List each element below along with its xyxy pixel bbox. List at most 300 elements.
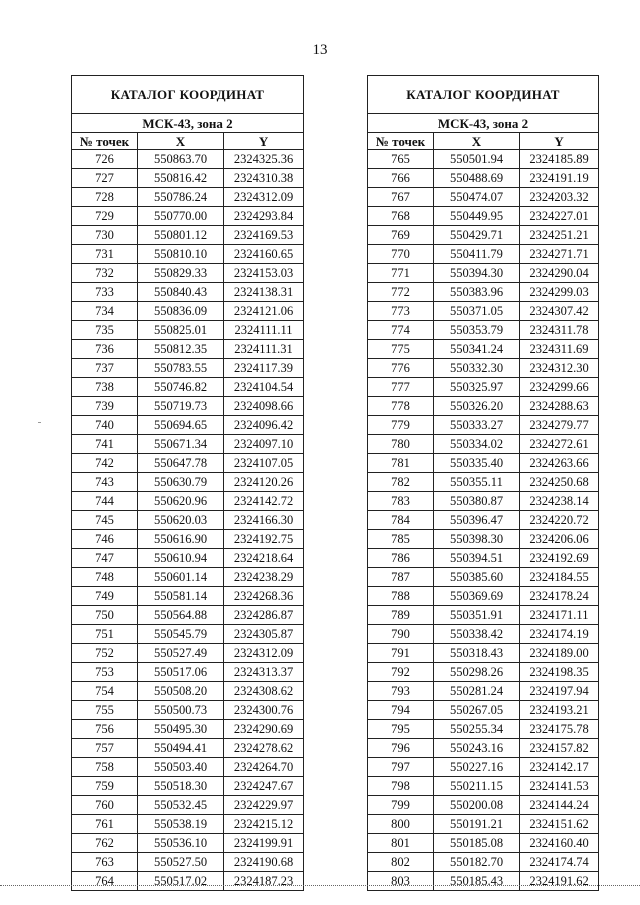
point-number-cell: 741	[72, 435, 138, 454]
table-row	[72, 321, 304, 340]
x-coordinate-cell: 550335.40	[434, 454, 520, 473]
x-coordinate-cell: 550200.08	[434, 796, 520, 815]
point-number-cell: 750	[72, 606, 138, 625]
table-row	[368, 435, 599, 454]
point-number-cell: 748	[72, 568, 138, 587]
point-number-cell: 766	[368, 169, 434, 188]
y-coordinate-cell: 2324191.19	[520, 169, 599, 188]
table-row	[72, 834, 304, 853]
x-coordinate-cell: 550620.03	[138, 511, 224, 530]
y-coordinate-cell: 2324171.11	[520, 606, 599, 625]
y-coordinate-cell: 2324293.84	[224, 207, 304, 226]
point-number-cell: 749	[72, 587, 138, 606]
y-coordinate-cell: 2324141.53	[520, 777, 599, 796]
point-number-cell: 769	[368, 226, 434, 245]
y-coordinate-cell: 2324286.87	[224, 606, 304, 625]
point-number-cell: 785	[368, 530, 434, 549]
point-number-cell: 795	[368, 720, 434, 739]
point-number-cell: 744	[72, 492, 138, 511]
x-coordinate-cell: 550325.97	[434, 378, 520, 397]
x-coordinate-cell: 550243.16	[434, 739, 520, 758]
table-row	[72, 416, 304, 435]
column-header-y: Y	[520, 133, 599, 150]
point-number-cell: 781	[368, 454, 434, 473]
point-number-cell: 770	[368, 245, 434, 264]
y-coordinate-cell: 2324169.53	[224, 226, 304, 245]
table-row	[368, 834, 599, 853]
table-row	[368, 777, 599, 796]
table-row	[368, 207, 599, 226]
y-coordinate-cell: 2324187.23	[224, 872, 304, 891]
x-coordinate-cell: 550449.95	[434, 207, 520, 226]
table-row	[72, 720, 304, 739]
catalog-title: КАТАЛОГ КООРДИНАТ	[368, 76, 599, 114]
y-coordinate-cell: 2324097.10	[224, 435, 304, 454]
y-coordinate-cell: 2324153.03	[224, 264, 304, 283]
x-coordinate-cell: 550532.45	[138, 796, 224, 815]
y-coordinate-cell: 2324203.32	[520, 188, 599, 207]
point-number-cell: 742	[72, 454, 138, 473]
x-coordinate-cell: 550647.78	[138, 454, 224, 473]
point-number-cell: 733	[72, 283, 138, 302]
x-coordinate-cell: 550326.20	[434, 397, 520, 416]
x-coordinate-cell: 550338.42	[434, 625, 520, 644]
y-coordinate-cell: 2324178.24	[520, 587, 599, 606]
x-coordinate-cell: 550620.96	[138, 492, 224, 511]
x-coordinate-cell: 550863.70	[138, 150, 224, 169]
table-row	[368, 511, 599, 530]
x-coordinate-cell: 550616.90	[138, 530, 224, 549]
y-coordinate-cell: 2324166.30	[224, 511, 304, 530]
point-number-cell: 732	[72, 264, 138, 283]
point-number-cell: 788	[368, 587, 434, 606]
table-row	[368, 378, 599, 397]
y-coordinate-cell: 2324238.29	[224, 568, 304, 587]
point-number-cell: 767	[368, 188, 434, 207]
table-row	[72, 568, 304, 587]
table-row	[368, 492, 599, 511]
table-row	[72, 739, 304, 758]
x-coordinate-cell: 550495.30	[138, 720, 224, 739]
point-number-cell: 776	[368, 359, 434, 378]
table-row	[72, 511, 304, 530]
y-coordinate-cell: 2324198.35	[520, 663, 599, 682]
point-number-cell: 753	[72, 663, 138, 682]
y-coordinate-cell: 2324120.26	[224, 473, 304, 492]
x-coordinate-cell: 550719.73	[138, 397, 224, 416]
table-row	[368, 682, 599, 701]
y-coordinate-cell: 2324142.17	[520, 758, 599, 777]
table-row	[72, 701, 304, 720]
x-coordinate-cell: 550411.79	[434, 245, 520, 264]
x-coordinate-cell: 550351.91	[434, 606, 520, 625]
y-coordinate-cell: 2324121.06	[224, 302, 304, 321]
point-number-cell: 800	[368, 815, 434, 834]
x-coordinate-cell: 550810.10	[138, 245, 224, 264]
x-coordinate-cell: 550503.40	[138, 758, 224, 777]
table-row	[368, 606, 599, 625]
y-coordinate-cell: 2324278.62	[224, 739, 304, 758]
x-coordinate-cell: 550380.87	[434, 492, 520, 511]
table-row	[72, 435, 304, 454]
y-coordinate-cell: 2324192.69	[520, 549, 599, 568]
y-coordinate-cell: 2324290.04	[520, 264, 599, 283]
point-number-cell: 764	[72, 872, 138, 891]
y-coordinate-cell: 2324227.01	[520, 207, 599, 226]
x-coordinate-cell: 550746.82	[138, 378, 224, 397]
point-number-cell: 801	[368, 834, 434, 853]
y-coordinate-cell: 2324111.11	[224, 321, 304, 340]
point-number-cell: 779	[368, 416, 434, 435]
x-coordinate-cell: 550255.34	[434, 720, 520, 739]
x-coordinate-cell: 550298.26	[434, 663, 520, 682]
point-number-cell: 735	[72, 321, 138, 340]
y-coordinate-cell: 2324174.19	[520, 625, 599, 644]
table-row	[72, 397, 304, 416]
x-coordinate-cell: 550318.43	[434, 644, 520, 663]
table-row	[368, 169, 599, 188]
y-coordinate-cell: 2324300.76	[224, 701, 304, 720]
point-number-cell: 768	[368, 207, 434, 226]
table-row	[368, 264, 599, 283]
y-coordinate-cell: 2324229.97	[224, 796, 304, 815]
point-number-cell: 752	[72, 644, 138, 663]
x-coordinate-cell: 550494.41	[138, 739, 224, 758]
x-coordinate-cell: 550182.70	[434, 853, 520, 872]
table-row	[72, 549, 304, 568]
x-coordinate-cell: 550385.60	[434, 568, 520, 587]
table-row	[72, 777, 304, 796]
x-coordinate-cell: 550581.14	[138, 587, 224, 606]
table-row	[368, 568, 599, 587]
x-coordinate-cell: 550783.55	[138, 359, 224, 378]
y-coordinate-cell: 2324305.87	[224, 625, 304, 644]
table-row	[368, 739, 599, 758]
y-coordinate-cell: 2324263.66	[520, 454, 599, 473]
x-coordinate-cell: 550812.35	[138, 340, 224, 359]
point-number-cell: 777	[368, 378, 434, 397]
y-coordinate-cell: 2324312.09	[224, 188, 304, 207]
point-number-cell: 756	[72, 720, 138, 739]
table-row	[368, 815, 599, 834]
column-header-point-number: № точек	[72, 133, 138, 150]
table-row	[368, 245, 599, 264]
point-number-cell: 730	[72, 226, 138, 245]
point-number-cell: 729	[72, 207, 138, 226]
table-row	[72, 359, 304, 378]
point-number-cell: 784	[368, 511, 434, 530]
coordinate-catalog-table-left	[71, 75, 304, 891]
y-coordinate-cell: 2324247.67	[224, 777, 304, 796]
y-coordinate-cell: 2324290.69	[224, 720, 304, 739]
y-coordinate-cell: 2324197.94	[520, 682, 599, 701]
y-coordinate-cell: 2324111.31	[224, 340, 304, 359]
y-coordinate-cell: 2324191.62	[520, 872, 599, 891]
x-coordinate-cell: 550601.14	[138, 568, 224, 587]
x-coordinate-cell: 550770.00	[138, 207, 224, 226]
table-row	[72, 625, 304, 644]
y-coordinate-cell: 2324190.68	[224, 853, 304, 872]
point-number-cell: 763	[72, 853, 138, 872]
coordinate-catalog-table-right	[367, 75, 599, 891]
x-coordinate-cell: 550527.49	[138, 644, 224, 663]
table-row	[72, 454, 304, 473]
table-row	[368, 796, 599, 815]
table-row	[72, 169, 304, 188]
y-coordinate-cell: 2324151.62	[520, 815, 599, 834]
y-coordinate-cell: 2324238.14	[520, 492, 599, 511]
x-coordinate-cell: 550517.02	[138, 872, 224, 891]
y-coordinate-cell: 2324279.77	[520, 416, 599, 435]
table-row	[368, 663, 599, 682]
point-number-cell: 771	[368, 264, 434, 283]
y-coordinate-cell: 2324117.39	[224, 359, 304, 378]
x-coordinate-cell: 550836.09	[138, 302, 224, 321]
column-header-point-number: № точек	[368, 133, 434, 150]
x-coordinate-cell: 550333.27	[434, 416, 520, 435]
y-coordinate-cell: 2324313.37	[224, 663, 304, 682]
table-row	[368, 720, 599, 739]
point-number-cell: 792	[368, 663, 434, 682]
table-row	[72, 682, 304, 701]
table-row	[72, 283, 304, 302]
x-coordinate-cell: 550369.69	[434, 587, 520, 606]
x-coordinate-cell: 550840.43	[138, 283, 224, 302]
x-coordinate-cell: 550500.73	[138, 701, 224, 720]
y-coordinate-cell: 2324215.12	[224, 815, 304, 834]
point-number-cell: 803	[368, 872, 434, 891]
x-coordinate-cell: 550227.16	[434, 758, 520, 777]
x-coordinate-cell: 550353.79	[434, 321, 520, 340]
table-row	[368, 872, 599, 891]
table-row	[72, 207, 304, 226]
point-number-cell: 789	[368, 606, 434, 625]
point-number-cell: 791	[368, 644, 434, 663]
y-coordinate-cell: 2324193.21	[520, 701, 599, 720]
point-number-cell: 746	[72, 530, 138, 549]
margin-mark	[38, 422, 41, 423]
x-coordinate-cell: 550694.65	[138, 416, 224, 435]
y-coordinate-cell: 2324272.61	[520, 435, 599, 454]
y-coordinate-cell: 2324250.68	[520, 473, 599, 492]
point-number-cell: 726	[72, 150, 138, 169]
point-number-cell: 778	[368, 397, 434, 416]
point-number-cell: 737	[72, 359, 138, 378]
x-coordinate-cell: 550267.05	[434, 701, 520, 720]
y-coordinate-cell: 2324185.89	[520, 150, 599, 169]
table-row	[72, 530, 304, 549]
y-coordinate-cell: 2324144.24	[520, 796, 599, 815]
point-number-cell: 786	[368, 549, 434, 568]
x-coordinate-cell: 550394.51	[434, 549, 520, 568]
x-coordinate-cell: 550610.94	[138, 549, 224, 568]
table-row	[368, 188, 599, 207]
y-coordinate-cell: 2324107.05	[224, 454, 304, 473]
table-row	[72, 150, 304, 169]
point-number-cell: 780	[368, 435, 434, 454]
table-row	[72, 872, 304, 891]
x-coordinate-cell: 550341.24	[434, 340, 520, 359]
point-number-cell: 760	[72, 796, 138, 815]
point-number-cell: 734	[72, 302, 138, 321]
point-number-cell: 758	[72, 758, 138, 777]
point-number-cell: 757	[72, 739, 138, 758]
column-header-y: Y	[224, 133, 304, 150]
table-row	[72, 853, 304, 872]
column-header-x: X	[434, 133, 520, 150]
x-coordinate-cell: 550281.24	[434, 682, 520, 701]
table-row	[72, 340, 304, 359]
point-number-cell: 775	[368, 340, 434, 359]
y-coordinate-cell: 2324299.03	[520, 283, 599, 302]
y-coordinate-cell: 2324184.55	[520, 568, 599, 587]
y-coordinate-cell: 2324174.74	[520, 853, 599, 872]
table-row	[72, 492, 304, 511]
table-row	[72, 796, 304, 815]
x-coordinate-cell: 550332.30	[434, 359, 520, 378]
x-coordinate-cell: 550518.30	[138, 777, 224, 796]
point-number-cell: 774	[368, 321, 434, 340]
point-number-cell: 765	[368, 150, 434, 169]
x-coordinate-cell: 550211.15	[434, 777, 520, 796]
point-number-cell: 782	[368, 473, 434, 492]
y-coordinate-cell: 2324157.82	[520, 739, 599, 758]
x-coordinate-cell: 550825.01	[138, 321, 224, 340]
x-coordinate-cell: 550429.71	[434, 226, 520, 245]
table-row	[72, 188, 304, 207]
point-number-cell: 773	[368, 302, 434, 321]
column-header-x: X	[138, 133, 224, 150]
table-row	[72, 644, 304, 663]
table-row	[72, 245, 304, 264]
y-coordinate-cell: 2324251.21	[520, 226, 599, 245]
y-coordinate-cell: 2324288.63	[520, 397, 599, 416]
table-row	[368, 359, 599, 378]
table-row	[368, 758, 599, 777]
table-row	[368, 150, 599, 169]
x-coordinate-cell: 550191.21	[434, 815, 520, 834]
table-row	[72, 758, 304, 777]
page-number: 13	[312, 42, 328, 58]
point-number-cell: 794	[368, 701, 434, 720]
point-number-cell: 797	[368, 758, 434, 777]
y-coordinate-cell: 2324220.72	[520, 511, 599, 530]
y-coordinate-cell: 2324104.54	[224, 378, 304, 397]
point-number-cell: 743	[72, 473, 138, 492]
point-number-cell: 798	[368, 777, 434, 796]
table-row	[72, 378, 304, 397]
table-row	[72, 226, 304, 245]
table-row	[368, 416, 599, 435]
table-row	[368, 340, 599, 359]
point-number-cell: 793	[368, 682, 434, 701]
catalog-title: КАТАЛОГ КООРДИНАТ	[72, 76, 304, 114]
y-coordinate-cell: 2324096.42	[224, 416, 304, 435]
table-row	[72, 815, 304, 834]
table-row	[72, 606, 304, 625]
y-coordinate-cell: 2324271.71	[520, 245, 599, 264]
x-coordinate-cell: 550508.20	[138, 682, 224, 701]
point-number-cell: 802	[368, 853, 434, 872]
table-row	[368, 397, 599, 416]
x-coordinate-cell: 550517.06	[138, 663, 224, 682]
table-row	[72, 663, 304, 682]
y-coordinate-cell: 2324264.70	[224, 758, 304, 777]
table-row	[72, 264, 304, 283]
y-coordinate-cell: 2324098.66	[224, 397, 304, 416]
point-number-cell: 755	[72, 701, 138, 720]
x-coordinate-cell: 550538.19	[138, 815, 224, 834]
table-row	[368, 530, 599, 549]
table-row	[368, 454, 599, 473]
y-coordinate-cell: 2324325.36	[224, 150, 304, 169]
x-coordinate-cell: 550394.30	[434, 264, 520, 283]
y-coordinate-cell: 2324311.69	[520, 340, 599, 359]
point-number-cell: 731	[72, 245, 138, 264]
point-number-cell: 762	[72, 834, 138, 853]
point-number-cell: 745	[72, 511, 138, 530]
point-number-cell: 790	[368, 625, 434, 644]
x-coordinate-cell: 550816.42	[138, 169, 224, 188]
point-number-cell: 727	[72, 169, 138, 188]
y-coordinate-cell: 2324192.75	[224, 530, 304, 549]
x-coordinate-cell: 550630.79	[138, 473, 224, 492]
y-coordinate-cell: 2324160.40	[520, 834, 599, 853]
y-coordinate-cell: 2324218.64	[224, 549, 304, 568]
x-coordinate-cell: 550383.96	[434, 283, 520, 302]
point-number-cell: 747	[72, 549, 138, 568]
point-number-cell: 739	[72, 397, 138, 416]
y-coordinate-cell: 2324310.38	[224, 169, 304, 188]
table-row	[72, 473, 304, 492]
x-coordinate-cell: 550185.43	[434, 872, 520, 891]
bottom-rule	[0, 885, 640, 886]
x-coordinate-cell: 550371.05	[434, 302, 520, 321]
y-coordinate-cell: 2324142.72	[224, 492, 304, 511]
table-row	[368, 644, 599, 663]
x-coordinate-cell: 550501.94	[434, 150, 520, 169]
point-number-cell: 738	[72, 378, 138, 397]
x-coordinate-cell: 550545.79	[138, 625, 224, 644]
table-row	[72, 302, 304, 321]
x-coordinate-cell: 550396.47	[434, 511, 520, 530]
point-number-cell: 796	[368, 739, 434, 758]
x-coordinate-cell: 550829.33	[138, 264, 224, 283]
table-row	[368, 549, 599, 568]
point-number-cell: 754	[72, 682, 138, 701]
y-coordinate-cell: 2324312.09	[224, 644, 304, 663]
y-coordinate-cell: 2324206.06	[520, 530, 599, 549]
table-row	[368, 701, 599, 720]
x-coordinate-cell: 550564.88	[138, 606, 224, 625]
table-row	[72, 587, 304, 606]
point-number-cell: 751	[72, 625, 138, 644]
x-coordinate-cell: 550334.02	[434, 435, 520, 454]
table-row	[368, 587, 599, 606]
x-coordinate-cell: 550527.50	[138, 853, 224, 872]
x-coordinate-cell: 550474.07	[434, 188, 520, 207]
x-coordinate-cell: 550671.34	[138, 435, 224, 454]
point-number-cell: 736	[72, 340, 138, 359]
x-coordinate-cell: 550185.08	[434, 834, 520, 853]
x-coordinate-cell: 550355.11	[434, 473, 520, 492]
y-coordinate-cell: 2324138.31	[224, 283, 304, 302]
point-number-cell: 772	[368, 283, 434, 302]
coordinate-system-zone: МСК-43, зона 2	[72, 114, 304, 133]
point-number-cell: 759	[72, 777, 138, 796]
x-coordinate-cell: 550536.10	[138, 834, 224, 853]
y-coordinate-cell: 2324311.78	[520, 321, 599, 340]
